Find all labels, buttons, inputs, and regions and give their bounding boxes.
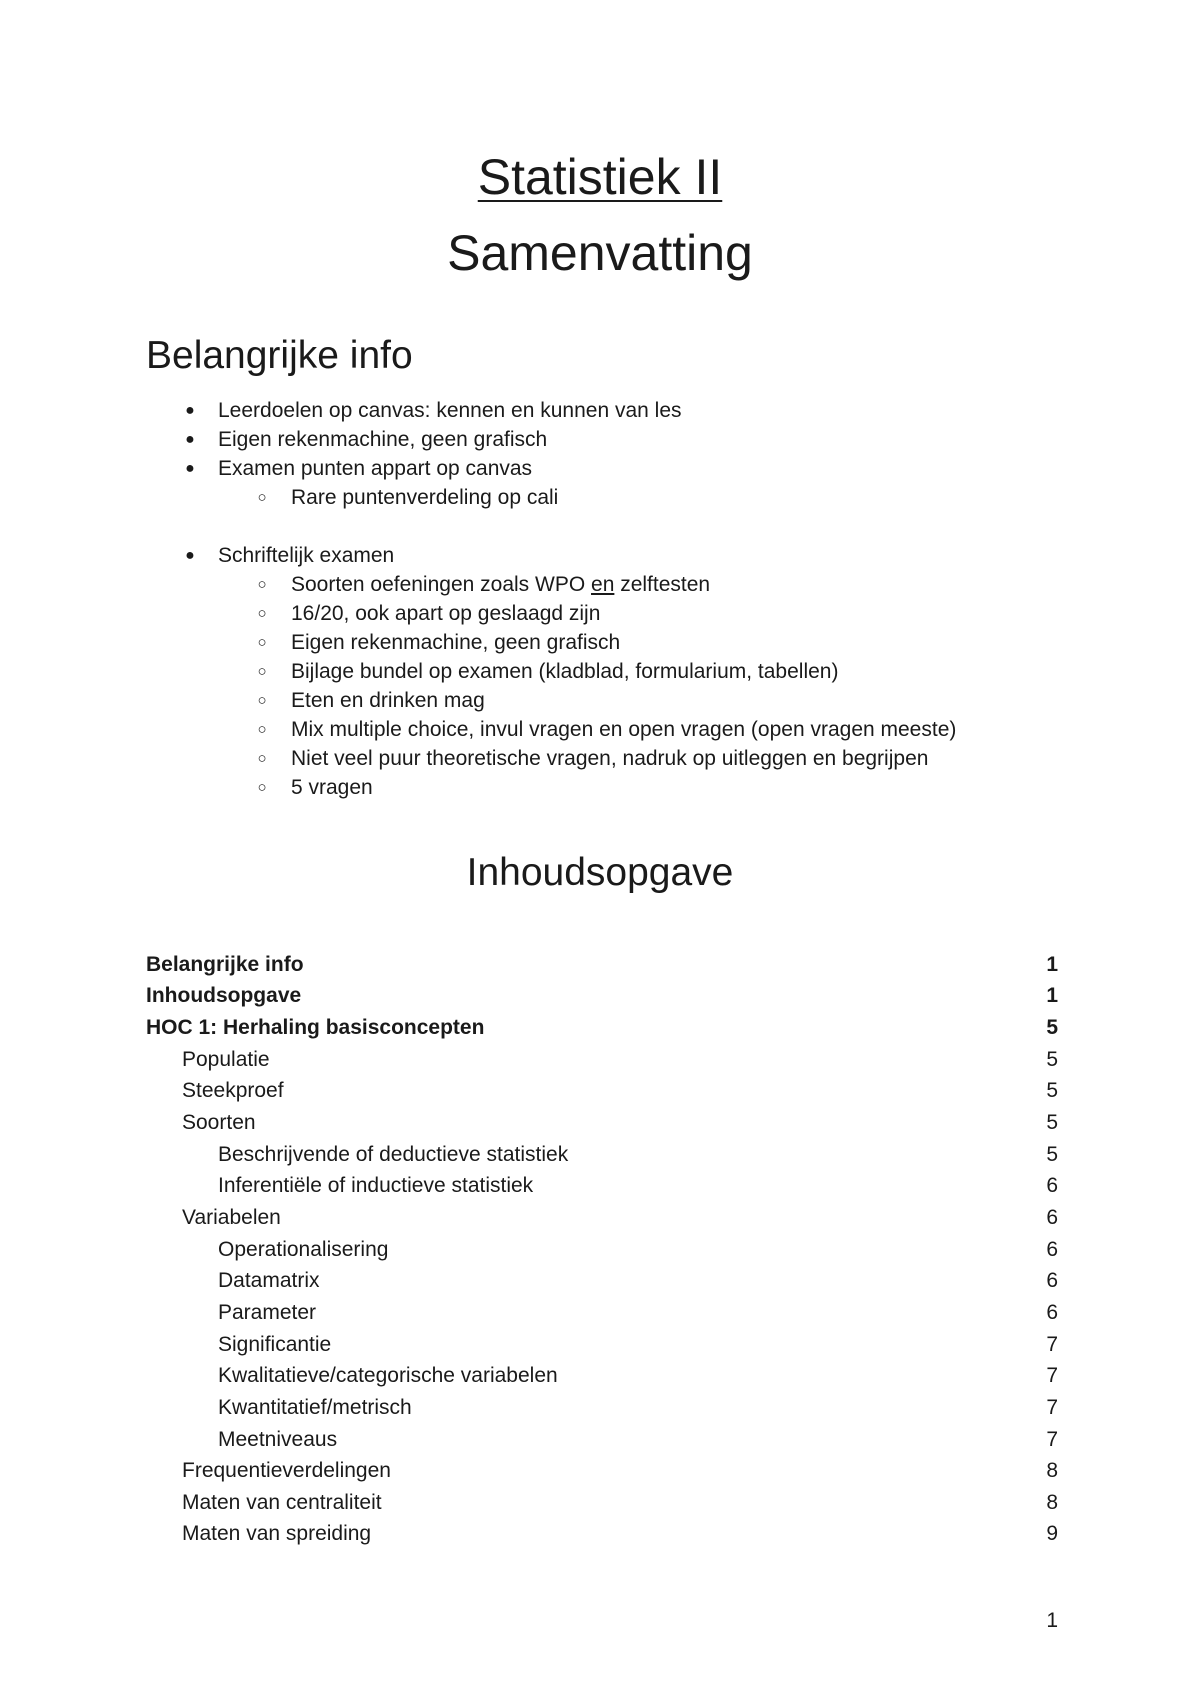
heading-inhoudsopgave: Inhoudsopgave — [466, 851, 734, 894]
toc-entry-title: Operationalisering — [218, 1238, 389, 1261]
toc-entry-title: Kwantitatief/metrisch — [218, 1396, 412, 1419]
list-item-text: Rare puntenverdeling op cali — [291, 486, 559, 509]
list-item-text: Eten en drinken mag — [291, 689, 485, 712]
toc-entry-meetniveaus[interactable] — [0, 1425, 1200, 1455]
toc-entry-page: 7 — [1046, 1364, 1058, 1387]
toc-entry-title: Maten van centraliteit — [182, 1491, 382, 1514]
sub-bullet-marker: ○ — [257, 634, 267, 651]
toc-entry-title: Frequentieverdelingen — [182, 1459, 391, 1482]
bullet-marker: ● — [185, 431, 195, 448]
document-title — [0, 147, 1200, 207]
toc-entry-title: HOC 1: Herhaling basisconcepten — [146, 1016, 485, 1039]
sub-bullet-marker: ○ — [257, 692, 267, 709]
toc-entry-belangrijke-info[interactable] — [0, 950, 1200, 980]
text-segment: Soorten oefeningen zoals WPO — [291, 573, 592, 596]
toc-entry-page: 7 — [1046, 1428, 1058, 1451]
toc-entry-steekproef[interactable] — [0, 1076, 1200, 1106]
toc-entry-page: 6 — [1046, 1301, 1058, 1324]
sub-bullet-marker: ○ — [257, 750, 267, 767]
list-item-text: 16/20, ook apart op geslaagd zijn — [291, 602, 601, 625]
sub-bullet-marker: ○ — [257, 576, 267, 593]
toc-entry-page: 8 — [1046, 1459, 1058, 1482]
toc-entry-page: 5 — [1046, 1143, 1058, 1166]
sub-bullet-marker: ○ — [257, 721, 267, 738]
toc-entry-page: 7 — [1046, 1396, 1058, 1419]
toc-entry-title: Kwalitatieve/categorische variabelen — [218, 1364, 558, 1387]
sub-bullet-marker: ○ — [257, 663, 267, 680]
toc-entry-page: 5 — [1046, 1016, 1058, 1039]
toc-entry-page: 6 — [1046, 1269, 1058, 1292]
list-item-text: Eigen rekenmachine, geen grafisch — [218, 428, 548, 451]
toc-entry-significantie[interactable] — [0, 1330, 1200, 1360]
toc-entry-title: Beschrijvende of deductieve statistiek — [218, 1143, 569, 1166]
toc-entry-page: 8 — [1046, 1491, 1058, 1514]
toc-entry-title: Parameter — [218, 1301, 317, 1324]
list-item-text: Bijlage bundel op examen (kladblad, formularium, tabellen) — [291, 660, 839, 683]
toc-entry-page: 9 — [1046, 1522, 1058, 1545]
list-item-text: Niet veel puur theoretische vragen, nadruk op uitleggen en begrijpen — [291, 747, 929, 770]
toc-entry-page: 1 — [1046, 953, 1058, 976]
heading-belangrijke-info: Belangrijke info — [146, 334, 413, 377]
toc-entry-title: Inhoudsopgave — [146, 984, 302, 1007]
toc-entry-variabelen[interactable] — [0, 1203, 1200, 1233]
page-number: 1 — [1046, 1609, 1058, 1632]
list-item-text — [291, 570, 710, 599]
toc-entry-frequentieverdelingen[interactable] — [0, 1456, 1200, 1486]
toc-entry-maten-van-spreiding[interactable] — [0, 1519, 1200, 1549]
toc-entry-title: Datamatrix — [218, 1269, 320, 1292]
toc-entry-kwantitatief-metrisch[interactable] — [0, 1393, 1200, 1423]
list-item-text: 5 vragen — [291, 776, 373, 799]
toc-entry-title: Soorten — [182, 1111, 256, 1134]
toc-entry-page: 6 — [1046, 1206, 1058, 1229]
list-item-text: Schriftelijk examen — [218, 544, 395, 567]
document-subtitle: Samenvatting — [447, 225, 753, 281]
toc-entry-populatie[interactable] — [0, 1045, 1200, 1075]
toc-entry-title: Significantie — [218, 1333, 332, 1356]
toc-entry-page: 5 — [1046, 1048, 1058, 1071]
document-title-text: Statistiek II — [477, 149, 723, 205]
sub-bullet-marker: ○ — [257, 605, 267, 622]
sub-bullet-marker: ○ — [257, 779, 267, 796]
toc-entry-maten-van-centraliteit[interactable] — [0, 1488, 1200, 1518]
toc-entry-title: Meetniveaus — [218, 1428, 338, 1451]
toc-entry-hoc-1[interactable] — [0, 1013, 1200, 1043]
toc-entry-datamatrix[interactable] — [0, 1266, 1200, 1296]
bullet-marker: ● — [185, 402, 195, 419]
list-item-text: Mix multiple choice, invul vragen en open vragen (open vragen meeste) — [291, 718, 957, 741]
list-item-text: Examen punten appart op canvas — [218, 457, 533, 480]
toc-entry-inhoudsopgave[interactable] — [0, 981, 1200, 1011]
toc-entry-operationalisering[interactable] — [0, 1235, 1200, 1265]
list-item-text: Leerdoelen op canvas: kennen en kunnen van les — [218, 399, 682, 422]
toc-entry-page: 6 — [1046, 1238, 1058, 1261]
toc-entry-title: Steekproef — [182, 1079, 284, 1102]
toc-entry-title: Belangrijke info — [146, 953, 304, 976]
toc-entry-title: Inferentiële of inductieve statistiek — [218, 1174, 534, 1197]
toc-entry-title: Variabelen — [182, 1206, 281, 1229]
bullet-marker: ● — [185, 460, 195, 477]
bullet-marker: ● — [185, 547, 195, 564]
toc-entry-beschrijvende-statistiek[interactable] — [0, 1140, 1200, 1170]
toc-entry-page: 5 — [1046, 1111, 1058, 1134]
toc-entry-inferentiele-statistiek[interactable] — [0, 1171, 1200, 1201]
sub-bullet-marker: ○ — [257, 489, 267, 506]
toc-entry-title: Maten van spreiding — [182, 1522, 372, 1545]
list-item-text: Eigen rekenmachine, geen grafisch — [291, 631, 621, 654]
text-segment: zelftesten — [614, 573, 711, 596]
underlined-word: en — [591, 573, 615, 596]
toc-entry-page: 7 — [1046, 1333, 1058, 1356]
toc-entry-page: 6 — [1046, 1174, 1058, 1197]
toc-entry-title: Populatie — [182, 1048, 270, 1071]
toc-entry-page: 1 — [1046, 984, 1058, 1007]
toc-entry-page: 5 — [1046, 1079, 1058, 1102]
toc-entry-soorten[interactable] — [0, 1108, 1200, 1138]
toc-entry-kwalitatieve-variabelen[interactable] — [0, 1361, 1200, 1391]
toc-entry-parameter[interactable] — [0, 1298, 1200, 1328]
